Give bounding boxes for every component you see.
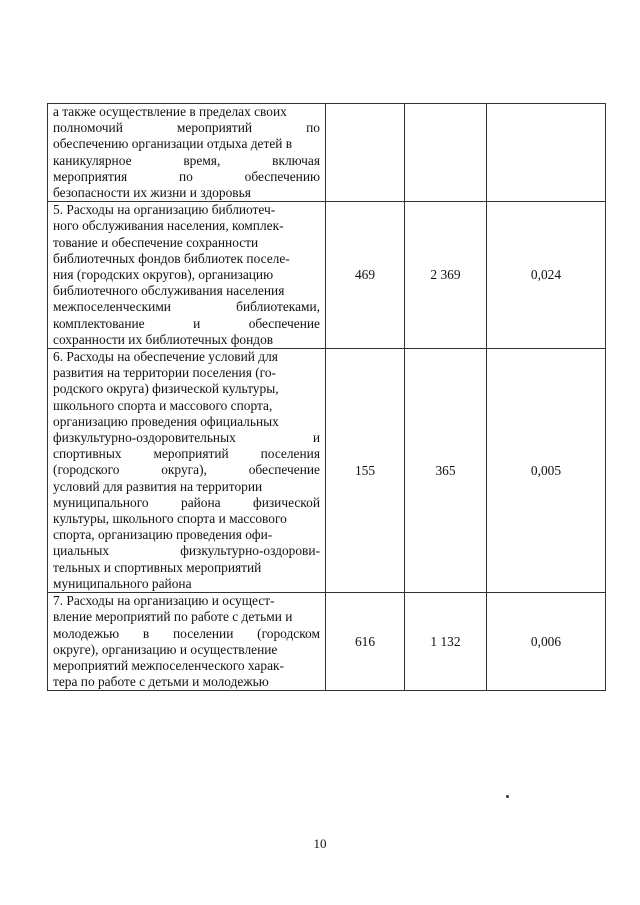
description-line — [53, 543, 320, 559]
description-line — [53, 414, 320, 430]
description-word: (городского — [53, 462, 120, 478]
description-word: 6. Расходы на обеспечение условий для — [53, 349, 278, 365]
description-word: организацию проведения официальных — [53, 413, 279, 429]
table-row — [48, 104, 606, 202]
description-line — [53, 202, 320, 218]
description-word: межпоселенческими — [53, 299, 171, 315]
description-word: спорта, организацию проведения офи- — [53, 527, 273, 543]
description-line — [53, 381, 320, 397]
description-line — [53, 235, 320, 251]
description-word: условий для развития на территории — [53, 478, 263, 494]
description-word: муниципального — [53, 494, 149, 510]
description-word: сохранности их библиотечных фондов — [53, 331, 274, 347]
description-line — [53, 626, 320, 642]
description-word: обеспечение — [248, 315, 320, 331]
description-line — [53, 576, 320, 592]
description-word: в — [142, 625, 150, 641]
description-word: циальных — [53, 543, 110, 559]
description-line — [53, 251, 320, 267]
description-word: культуры, школьного спорта и массового — [53, 511, 287, 527]
value-cell-col4: 0,006 — [487, 593, 606, 691]
description-line — [53, 479, 320, 495]
value-cell-col2: 469 — [326, 202, 405, 349]
description-word: вление мероприятий по работе с детьми и — [53, 609, 293, 625]
description-word: физкультурно-оздорови- — [180, 543, 320, 559]
table-row — [48, 202, 606, 349]
value-cell-col3: 2 369 — [405, 202, 487, 349]
description-word: молодежью — [53, 625, 120, 641]
description-word: физической — [253, 494, 320, 510]
table-row — [48, 593, 606, 691]
description-line — [53, 104, 320, 120]
description-word: округа), — [161, 462, 207, 478]
description-line — [53, 316, 320, 332]
description-line — [53, 658, 320, 674]
description-line — [53, 153, 320, 169]
description-word: района — [181, 494, 221, 510]
description-line — [53, 674, 320, 690]
description-word: мероприятия — [53, 168, 128, 184]
description-word: безопасности их жизни и здоровья — [53, 185, 251, 201]
description-word: мероприятий межпоселенческого харак- — [53, 657, 284, 673]
value-cell-col4: 0,005 — [487, 349, 606, 593]
description-word: округе), организацию и осуществление — [53, 641, 278, 657]
description-word: спортивных — [53, 446, 122, 462]
description-line — [53, 218, 320, 234]
description-line — [53, 593, 320, 609]
description-word: время, — [183, 152, 221, 168]
description-word: обеспечению — [244, 168, 320, 184]
description-line — [53, 430, 320, 446]
description-line — [53, 642, 320, 658]
table-body — [48, 104, 606, 691]
description-word: родского округа) физической культуры, — [53, 381, 279, 397]
expense-description-cell — [48, 349, 326, 593]
description-word: ного обслуживания населения, комплек- — [53, 218, 284, 234]
description-word: мероприятий — [176, 120, 253, 136]
value-cell-col4 — [487, 104, 606, 202]
description-word: комплектование — [53, 315, 145, 331]
description-line — [53, 136, 320, 152]
description-line — [53, 560, 320, 576]
value-cell-col2 — [326, 104, 405, 202]
description-word: поселении — [173, 625, 234, 641]
description-word: а также осуществление в пределах своих — [53, 104, 287, 119]
description-word: обеспечению организации отдыха детей в — [53, 136, 293, 152]
value-cell-col3: 365 — [405, 349, 487, 593]
description-line — [53, 299, 320, 315]
description-line — [53, 527, 320, 543]
description-line — [53, 185, 320, 201]
description-line — [53, 511, 320, 527]
description-word: библиотечного обслуживания населения — [53, 283, 285, 299]
description-word: мероприятий — [153, 446, 229, 462]
description-word: библиотеками, — [236, 299, 320, 315]
description-word: поселения — [260, 446, 320, 462]
scan-speck — [506, 795, 509, 798]
description-word: тера по работе с детьми и молодежью — [53, 674, 269, 690]
description-line — [53, 169, 320, 185]
description-word: и — [312, 430, 320, 446]
expense-description-cell — [48, 593, 326, 691]
value-cell-col3 — [405, 104, 487, 202]
description-word: тование и обеспечение сохранности — [53, 234, 259, 250]
description-line — [53, 120, 320, 136]
description-word: развития на территории поселения (го- — [53, 365, 276, 381]
description-line — [53, 398, 320, 414]
description-word: по — [178, 168, 193, 184]
description-line — [53, 609, 320, 625]
description-line — [53, 349, 320, 365]
description-line — [53, 283, 320, 299]
table-row — [48, 349, 606, 593]
description-line — [53, 332, 320, 348]
description-word: тельных и спортивных мероприятий — [53, 559, 262, 575]
description-line — [53, 365, 320, 381]
description-word: 5. Расходы на организацию библиотеч- — [53, 202, 276, 218]
expense-description-cell — [48, 202, 326, 349]
value-cell-col3: 1 132 — [405, 593, 487, 691]
value-cell-col2: 616 — [326, 593, 405, 691]
page-number: 10 — [313, 836, 327, 851]
description-line — [53, 495, 320, 511]
description-line — [53, 446, 320, 462]
description-word: ния (городских округов), организацию — [53, 267, 274, 283]
description-word: каникулярное — [53, 152, 132, 168]
description-word: муниципального района — [53, 575, 192, 591]
description-word: школьного спорта и массового спорта, — [53, 397, 273, 413]
expense-description-cell — [48, 104, 326, 202]
description-word: библиотечных фондов библиотек поселе- — [53, 250, 290, 266]
value-cell-col2: 155 — [326, 349, 405, 593]
value-cell-col4: 0,024 — [487, 202, 606, 349]
description-word: включая — [272, 152, 320, 168]
description-word: (городском — [257, 625, 320, 641]
description-word: и — [193, 315, 201, 331]
description-word: по — [306, 120, 320, 136]
description-word: полномочий — [53, 120, 123, 136]
description-word: 7. Расходы на организацию и осущест- — [53, 593, 275, 609]
description-word: физкультурно-оздоровительных — [53, 430, 236, 446]
description-line — [53, 462, 320, 478]
description-word: обеспечение — [248, 462, 320, 478]
expenses-table — [47, 103, 606, 691]
description-line — [53, 267, 320, 283]
